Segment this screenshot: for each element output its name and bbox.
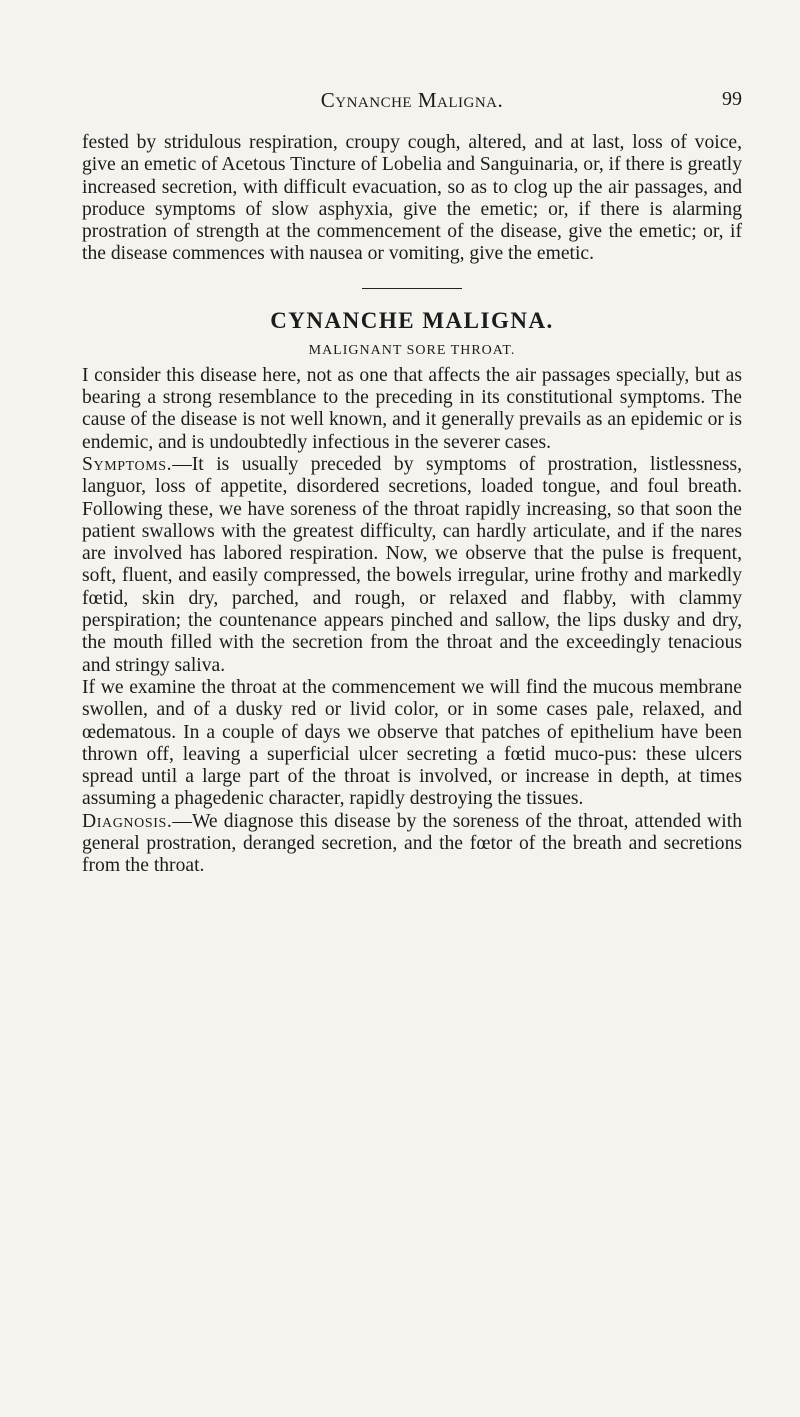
symptoms-heading: Symptoms. — [82, 453, 173, 475]
examination-paragraph: If we examine the throat at the commencement we will find the mucous membrane swollen, and of a dusky red or livid color, or in some cases pale, relaxed, and œdematous. In a couple of days we observe that patches of epithelium have been thrown off, leaving a superficial ulcer secreting a fœtid muco-pus: these ulcers spread until a large part of the throat is involved, or increase in depth, at times assuming a phagedenic character, rapidly destroying the tissues. — [82, 676, 742, 810]
symptoms-text: —It is usually preceded by symptoms of prostration, listlessness, languor, loss of appetite, disordered secretions, loaded tongue, and foul breath. Following these, we have soreness of the throat rapidly increasing, so that soon the patient swallows with the greatest difficulty, can hardly articulate, and if the nares are involved has labored respiration. Now, we observe that the pulse is frequent, soft, fluent, and easily compressed, the bowels irregular, urine frothy and markedly fœtid, skin dry, parched, and rough, or relaxed and flabby, with clammy perspiration; the countenance appears pinched and sallow, the lips dusky and dry, the mouth filled with the secretion from the throat and the exceedingly tenacious and stringy saliva. — [82, 453, 742, 676]
diagnosis-heading: Diagnosis. — [82, 810, 173, 832]
section-divider — [362, 288, 462, 289]
running-title: Cynanche Maligna. — [320, 88, 504, 112]
intro-paragraph: I consider this disease here, not as one that affects the air passages specially, but as bearing a strong resemblance to the preceding in its constitutional symptoms. The cause of the disease is not well known, and it generally prevails as an epidemic or is endemic, and is undoubtedly infectious in the severer cases. — [82, 364, 742, 453]
body-text — [82, 132, 742, 878]
section-title: CYNANCHE MALIGNA. — [270, 307, 554, 333]
diagnosis-paragraph — [82, 811, 742, 878]
page-number: 99 — [722, 88, 742, 110]
section-subtitle: MALIGNANT SORE THROAT. — [308, 342, 516, 358]
symptoms-paragraph — [82, 454, 742, 677]
diagnosis-text: —We diagnose this disease by the soreness of the throat, attended with general prostration, deranged secretion, and the fœtor of the breath and secretions from the throat. — [82, 810, 742, 877]
running-head — [82, 88, 742, 116]
continued-paragraph: fested by stridulous respiration, croupy cough, altered, and at last, loss of voice, give an emetic of Acetous Tincture of Lobelia and Sanguinaria, or, if there is greatly increased secretion, with difficult evacuation, so as to clog up the air passages, and produce symptoms of slow asphyxia, give the emetic; or, if there is alarming prostration of strength at the commencement of the disease, give the emetic; or, if the disease commences with nausea or vomiting, give the emetic. — [82, 132, 742, 265]
